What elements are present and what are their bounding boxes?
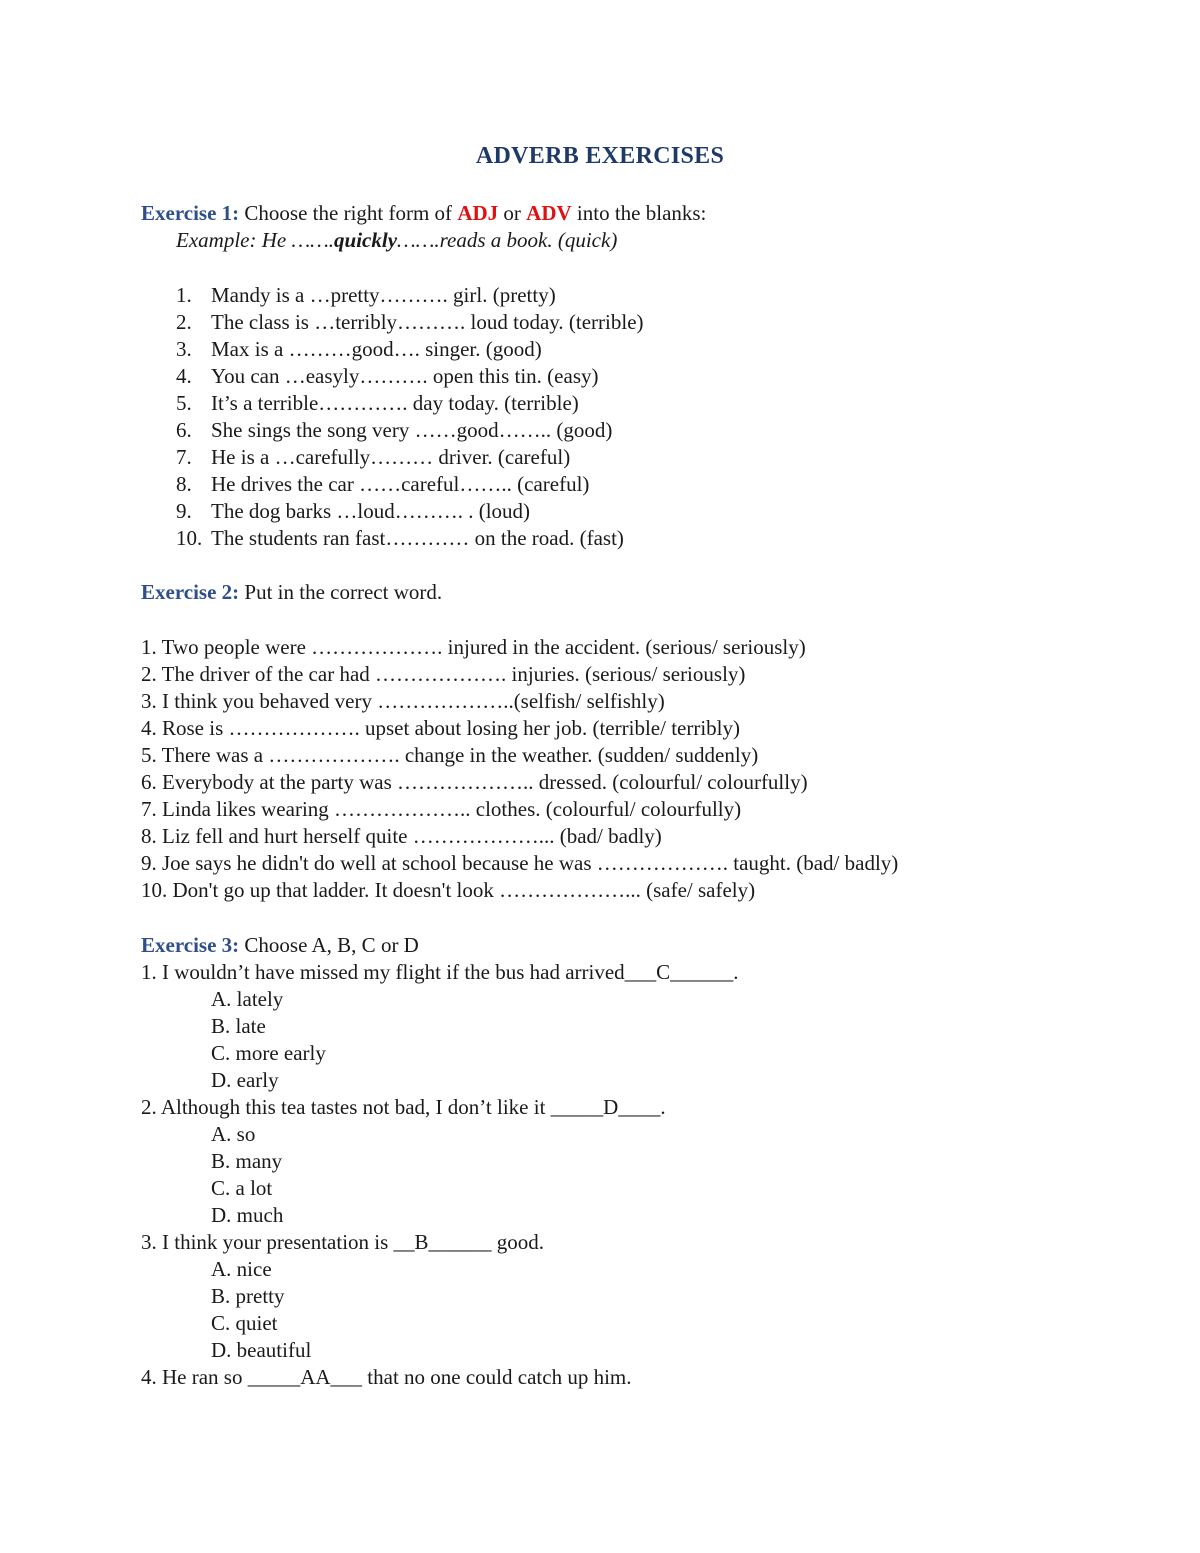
- exercise-1-item: [176, 444, 570, 471]
- answer-option: B. late: [211, 1014, 266, 1038]
- item-text: The students ran fast………… on the road. (fast): [211, 526, 624, 550]
- exercise-2-item: 3. I think you behaved very ………………..(selfish/ selfishly): [141, 689, 665, 713]
- exercise-1-item: [176, 336, 542, 363]
- answer-option: A. so: [211, 1122, 256, 1146]
- item-number: 4.: [176, 364, 192, 388]
- exercise-2-item: 2. The driver of the car had ………………. injuries. (serious/ seriously): [141, 662, 746, 686]
- exercise-1-item: [176, 309, 644, 336]
- exercise-1-item: [176, 417, 612, 444]
- exercise-2-item: 10. Don't go up that ladder. It doesn't look ………………... (safe/ safely): [141, 878, 756, 902]
- exercise-2-item: 8. Liz fell and hurt herself quite ………………... (bad/ badly): [141, 824, 662, 848]
- exercise-2-item: 5. There was a ………………. change in the weather. (sudden/ suddenly): [141, 743, 759, 767]
- item-text: It’s a terrible…………. day today. (terrible): [211, 391, 579, 415]
- example-answer: quickly: [334, 228, 398, 252]
- exercise-1-instruction-a: Choose the right form of: [239, 201, 458, 225]
- answer-option: D. beautiful: [211, 1338, 312, 1362]
- answer-option: A. lately: [211, 987, 284, 1011]
- item-text: He is a …carefully……… driver. (careful): [211, 445, 571, 469]
- exercise-3-instruction: Choose A, B, C or D: [239, 933, 419, 957]
- item-text: Max is a ………good…. singer. (good): [211, 337, 542, 361]
- answer-option: A. nice: [211, 1257, 272, 1281]
- exercise-1-label: Exercise 1:: [141, 201, 240, 225]
- answer-option: B. many: [211, 1149, 283, 1173]
- exercise-1-example: [176, 227, 617, 254]
- answer-option: C. more early: [211, 1041, 326, 1065]
- exercise-1-instruction-b: into the blanks:: [571, 201, 707, 225]
- or-word: or: [498, 201, 527, 225]
- item-number: 9.: [176, 499, 192, 523]
- answer-option: D. early: [211, 1068, 279, 1092]
- exercise-2-item: 1. Two people were ………………. injured in the accident. (serious/ seriously): [141, 635, 806, 659]
- item-number: 7.: [176, 445, 192, 469]
- exercise-1-item: [176, 390, 579, 417]
- item-text: The dog barks …loud………. . (loud): [211, 499, 531, 523]
- item-number: 1.: [176, 283, 192, 307]
- exercise-2-item: 9. Joe says he didn't do well at school because he was ………………. taught. (bad/ badly): [141, 851, 899, 875]
- adv-keyword: ADV: [526, 201, 572, 225]
- exercise-1-item: [176, 498, 530, 525]
- answer-option: D. much: [211, 1203, 284, 1227]
- page-title: ADVERB EXERCISES: [475, 143, 725, 169]
- answer-option: C. quiet: [211, 1311, 278, 1335]
- exercise-2-heading: [141, 579, 442, 606]
- exercise-1-item: [176, 525, 624, 552]
- item-text: He drives the car ……careful…….. (careful): [211, 472, 590, 496]
- item-text: She sings the song very ……good…….. (good): [211, 418, 613, 442]
- exercise-1-item: [176, 282, 556, 309]
- item-number: 10.: [176, 526, 203, 550]
- item-number: 5.: [176, 391, 192, 415]
- item-number: 6.: [176, 418, 192, 442]
- example-prefix: Example: He …….: [176, 228, 335, 252]
- exercise-2-item: 7. Linda likes wearing ……………….. clothes. (colourful/ colourfully): [141, 797, 742, 821]
- exercise-2-item: 6. Everybody at the party was ……………….. dressed. (colourful/ colourfully): [141, 770, 808, 794]
- item-text: Mandy is a …pretty………. girl. (pretty): [211, 283, 556, 307]
- answer-option: C. a lot: [211, 1176, 273, 1200]
- item-number: 2.: [176, 310, 192, 334]
- exercise-1-item: [176, 471, 589, 498]
- example-suffix: …….reads a book. (quick): [397, 228, 618, 252]
- exercise-3-heading: [141, 932, 419, 959]
- item-number: 8.: [176, 472, 192, 496]
- exercise-3-question: 1. I wouldn’t have missed my flight if the bus had arrived___C______.: [141, 960, 739, 984]
- exercise-3-question: 3. I think your presentation is __B______ good.: [141, 1230, 545, 1254]
- exercise-2-item: 4. Rose is ………………. upset about losing her job. (terrible/ terribly): [141, 716, 740, 740]
- answer-option: B. pretty: [211, 1284, 285, 1308]
- exercise-2-label: Exercise 2:: [141, 580, 240, 604]
- exercise-3-label: Exercise 3:: [141, 933, 240, 957]
- exercise-1-heading: [141, 200, 706, 227]
- exercise-2-instruction: Put in the correct word.: [239, 580, 443, 604]
- exercise-3-question: 4. He ran so _____AA___ that no one could catch up him.: [141, 1365, 632, 1389]
- item-text: The class is …terribly………. loud today. (terrible): [211, 310, 644, 334]
- item-text: You can …easyly………. open this tin. (easy): [211, 364, 599, 388]
- exercise-3-question: 2. Although this tea tastes not bad, I don’t like it _____D____.: [141, 1095, 666, 1119]
- item-number: 3.: [176, 337, 192, 361]
- exercise-1-item: [176, 363, 599, 390]
- adj-keyword: ADJ: [457, 201, 499, 225]
